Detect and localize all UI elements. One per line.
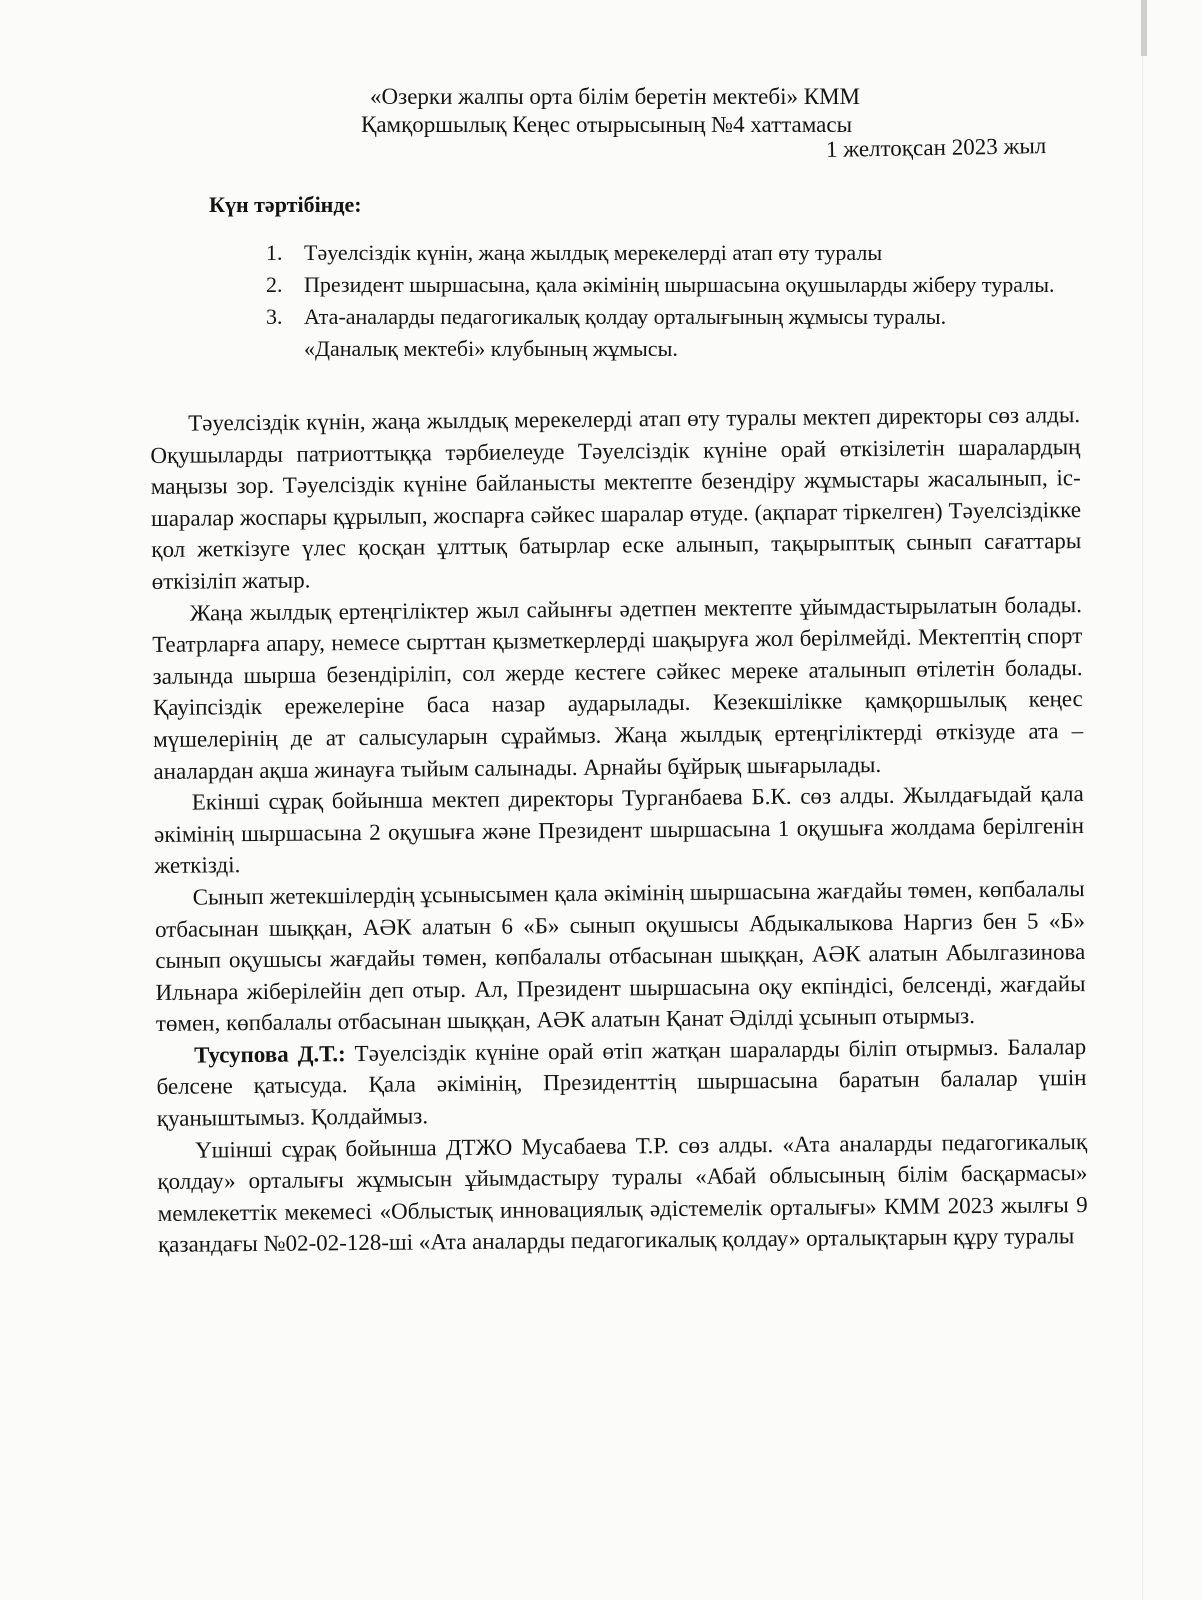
- paragraph-independence-day: Тәуелсіздік күнін, жаңа жылдық мерекелерді атап өту туралы мектеп директоры сөз алды. Оқушыларды патриоттыққа тәрбиелеуде Тәуелсіздік күніне орай өткізілетін шаралардың маңызы зор. Тәуелсіздік күніне байланысты мектепте безендіру жұмыстары жасалынып, іс- шаралар жоспары құрылып, жоспарға сәйкес шаралар өтуде. (ақпарат тіркелген) Тәуелсіздікке қол жеткізуге үлес қосқан ұлттық батырлар еске алынып, тақырыптық сынып сағаттары өткізіліп жатыр.: [150, 402, 1082, 594]
- page-edge: [1141, 0, 1147, 56]
- speaker-statement: Тәуелсіздік күніне орай өтіп жатқан шараларды біліп отырмыз. Балалар белсене қатысуда. Қала әкімінің, Президенттің шыршасына баратын балалар үшін қуаныштымыз. Қолдаймыз.: [156, 1033, 1087, 1132]
- agenda-list: [266, 237, 1086, 365]
- agenda-item: [266, 269, 1086, 301]
- agenda-item: [266, 301, 1086, 365]
- school-name: «Озерки жалпы орта білім беретін мектебі» КММ: [370, 84, 860, 109]
- agenda-item-text: Президент шыршасына, қала әкімінің шыршасына оқушыларды жіберу туралы.: [304, 272, 1055, 297]
- agenda-item-number: 1.: [266, 240, 283, 265]
- page-edge-shadow: [1142, 56, 1144, 1600]
- paragraph-speaker-response: [156, 1031, 1087, 1135]
- protocol-date: 1 желтоқсан 2023 жыл: [825, 133, 1047, 162]
- agenda-item-text: Ата-аналарды педагогикалық қолдау орталығының жұмысы туралы.: [304, 304, 947, 329]
- protocol-title: Қамқоршылық Кеңес отырысының №4 хаттамасы: [361, 112, 853, 137]
- paragraph-third-question: Үшінші сұрақ бойынша ДТЖО Мусабаева Т.Р. сөз алды. «Ата аналарды педагогикалық қолдау» орталығы жұмысын ұйымдастыру туралы «Абай облысының білім басқармасы» мемлекеттік мекемесі «Облыстық инновациялық әдістемелік орталығы» КММ 2023 жылғы 9 қазандағы №02-02-128-ші «Ата аналарды педагогикалық қолдау» орталықтарын құру туралы: [157, 1128, 1088, 1258]
- protocol-body: [150, 399, 1088, 1261]
- agenda-item-number: 2.: [266, 272, 283, 297]
- paragraph-new-year: Жаңа жылдық ертеңгіліктер жыл сайынғы әдетпен мектепте ұйымдастырылатын болады. Театрларға апару, немесе сырттан қызметкерлерді шақыруға жол берілмейді. Мектептің спорт залында шырша безендіріліп, сол жерде кестеге сәйкес мереке аталынып өтілетін болады. Қауіпсіздік ережелеріне баса назар аударылады. Кезекшілікке қамқоршылық кеңес мүшелерінің де ат салысуларын сұраймыз. Жаңа жылдық ертеңгіліктерді өткізуде ата – аналардан ақша жинауға тыйым салынады. Арнайы бұйрық шығарылады.: [152, 591, 1084, 784]
- agenda-item-text: Тәуелсіздік күнін, жаңа жылдық мерекелерді атап өту туралы: [304, 240, 883, 265]
- agenda-item: [266, 237, 1086, 269]
- agenda-heading: Күн тәртібінде:: [209, 192, 362, 217]
- paragraph-nominees: Сынып жетекшілердің ұсынысымен қала әкімінің шыршасына жағдайы төмен, көпбалалы отбасынан шыққан, АӘК алатын 6 «Б» сынып оқушысы Абдыкалыкова Наргиз бен 5 «Б» сынып оқушысы жағдайы төмен, көпбалалы отбасынан шыққан, АӘК алатын Абылгазинова Ильнара жіберілейін деп отыр. Ал, Президент шыршасына оқу екпіндісі, белсенді, жағдайы төмен, көпбалалы отбасынан шыққан, АӘК алатын Қанат Әділді ұсынып отырмыз.: [154, 875, 1086, 1037]
- paragraph-second-question: Екінші сұрақ бойынша мектеп директоры Турганбаева Б.К. сөз алды. Жылдағыдай қала әкімінің шыршасына 2 оқушыға және Президент шыршасына 1 оқушыға жолдама берілгенін жеткізді.: [153, 781, 1085, 879]
- speaker-name: Тусупова Д.Т.:: [194, 1041, 346, 1068]
- agenda-item-number: 3.: [266, 304, 283, 329]
- agenda-item-extra: «Даналық мектебі» клубының жұмысы.: [304, 336, 678, 361]
